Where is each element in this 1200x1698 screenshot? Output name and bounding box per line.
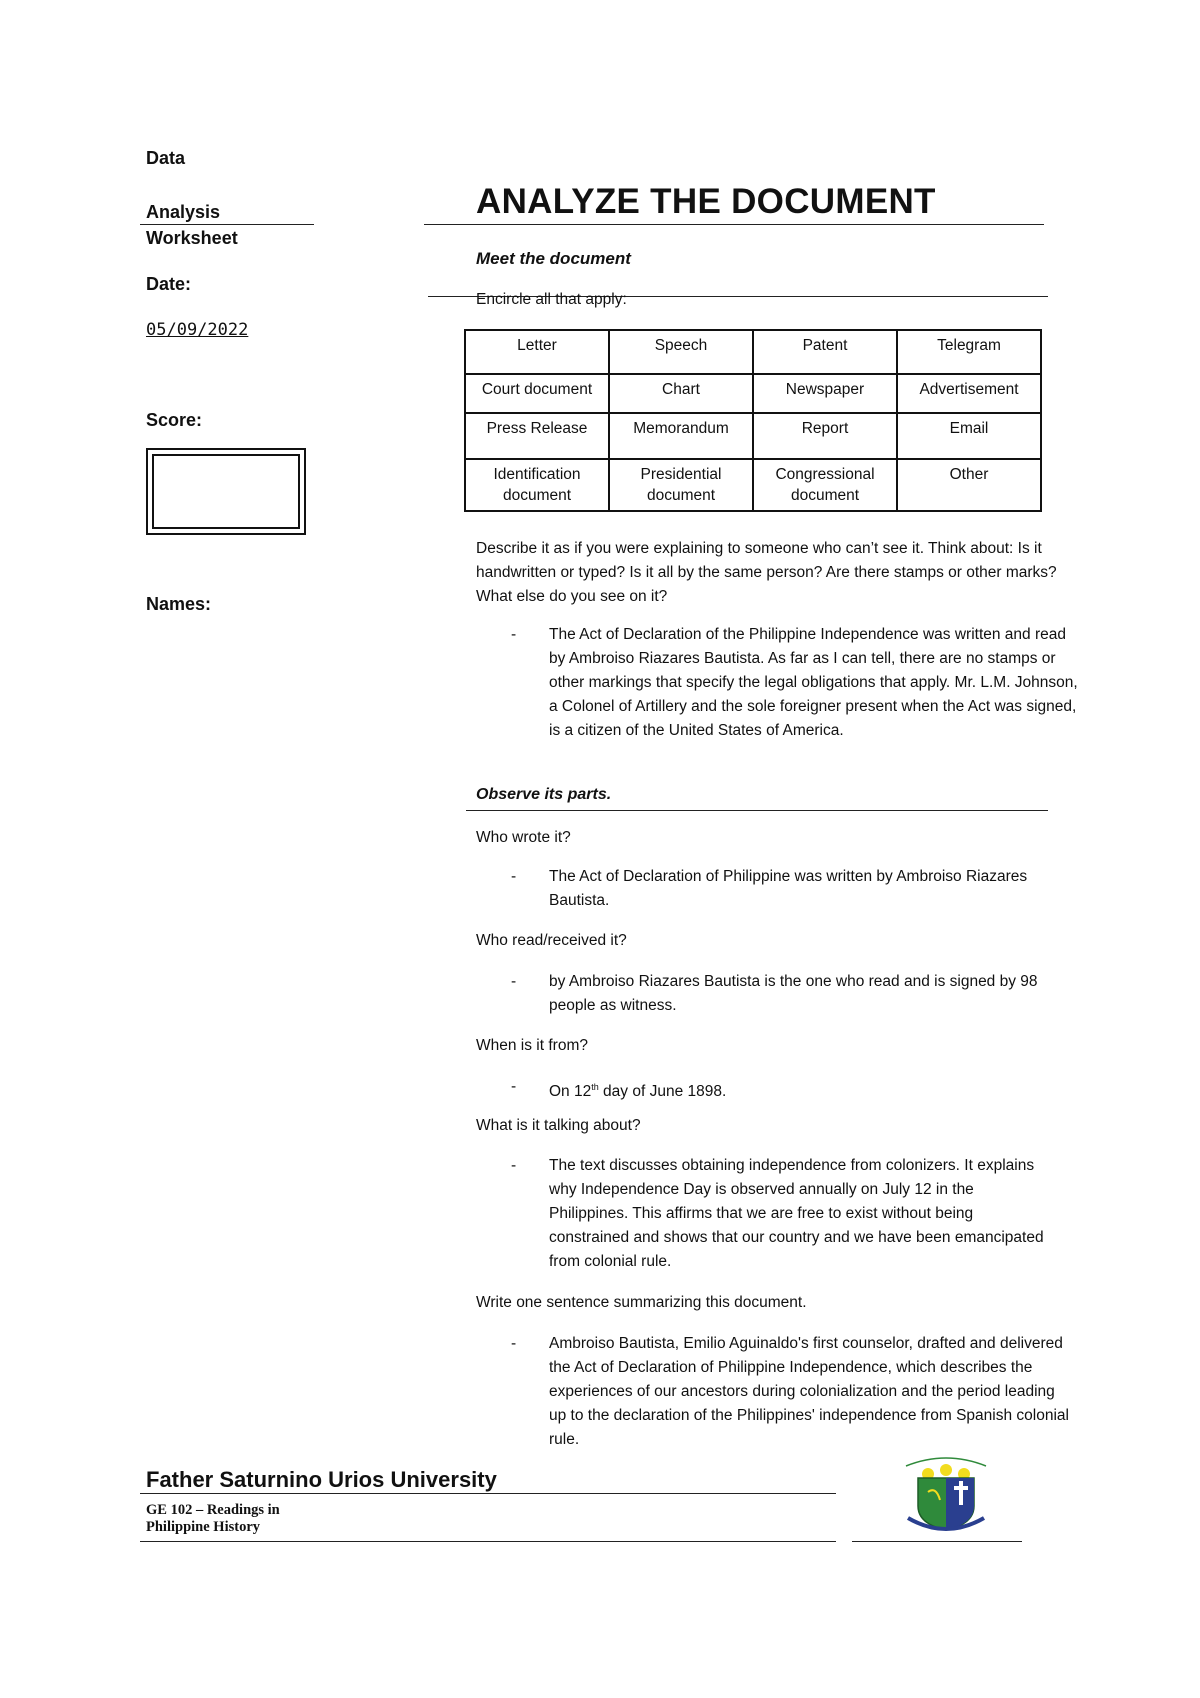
worksheet-title-line2: Analysis [146, 202, 221, 222]
course-line1: GE 102 – Readings in [146, 1502, 280, 1518]
title-underline [140, 224, 314, 225]
answer-when-superscript: th [591, 1082, 599, 1092]
university-name: Father Saturnino Urios University [146, 1467, 497, 1492]
doc-type-cell: Memorandum [609, 413, 753, 459]
date-label: Date: [146, 274, 192, 294]
date-value: 05/09/2022 [146, 320, 249, 340]
question-about: What is it talking about? [476, 1117, 641, 1134]
observe-heading: Observe its parts. [476, 786, 612, 803]
doc-type-cell: Presidential document [609, 459, 753, 511]
observe-rule [466, 810, 1048, 811]
question-summary: Write one sentence summarizing this document. [476, 1294, 807, 1311]
doc-type-cell: Advertisement [897, 374, 1041, 413]
answer-read-item [511, 970, 1083, 1018]
answer-about-item [511, 1154, 1055, 1274]
answer-summary-item [511, 1332, 1069, 1452]
names-label: Names: [146, 594, 212, 614]
describe-prompt: Describe it as if you were explaining to someone who can’t see it. Think about: Is it handwritten or typed? Is it all by the same person? Are there stamps or other marks? What else do you see on it? [476, 540, 1057, 605]
answer-when-post: day of June 1898. [598, 1083, 727, 1101]
doc-type-cell: Identification document [465, 459, 609, 511]
doc-type-cell: Report [753, 413, 897, 459]
doc-type-cell: Other [897, 459, 1041, 511]
bullet-dash: - [511, 1078, 517, 1095]
course-title [146, 1502, 346, 1536]
answer-when-pre: On 12 [549, 1083, 592, 1101]
worksheet-title-line1: Data [146, 148, 186, 168]
footer-rule-bottom [140, 1541, 836, 1542]
bullet-dash: - [511, 1157, 517, 1174]
worksheet-title-line3: Worksheet [146, 228, 238, 248]
university-crest-icon [896, 1448, 996, 1538]
meet-heading: Meet the document [476, 249, 631, 268]
bullet-dash: - [511, 868, 517, 885]
doc-type-cell: Newspaper [753, 374, 897, 413]
describe-answer-item [511, 623, 1083, 743]
answer-read: by Ambroiso Riazares Bautista is the one who read and is signed by 98 people as witness. [549, 973, 1038, 1014]
document-type-table [464, 329, 1042, 512]
page-title: ANALYZE THE DOCUMENT [476, 182, 936, 221]
title-rule [424, 224, 1044, 225]
question-read: Who read/received it? [476, 932, 627, 949]
doc-type-cell: Speech [609, 330, 753, 374]
doc-type-cell: Congressional document [753, 459, 897, 511]
doc-type-cell: Press Release [465, 413, 609, 459]
course-line2: Philippine History [146, 1519, 261, 1535]
bullet-dash: - [511, 1335, 517, 1352]
doc-type-cell: Telegram [897, 330, 1041, 374]
describe-answer: The Act of Declaration of the Philippine Independence was written and read by Ambroiso Riazares Bautista. As far as I can tell, there are no stamps or other markings that specify the legal obligations that apply. Mr. L.M. Johnson, a Colonel of Artillery and the sole foreigner present when the Act was signed, is a citizen of the United States of America. [549, 626, 1078, 739]
doc-type-cell: Letter [465, 330, 609, 374]
question-wrote: Who wrote it? [476, 829, 571, 846]
question-when: When is it from? [476, 1037, 588, 1054]
doc-type-cell: Chart [609, 374, 753, 413]
doc-type-cell: Patent [753, 330, 897, 374]
answer-summary: Ambroiso Bautista, Emilio Aguinaldo's first counselor, drafted and delivered the Act of Declaration of Philippine Independence, which describes the experiences of our ancestors during colonialization and the period leading up to the declaration of the Philippines' independence from Spanish colonial rule. [549, 1335, 1069, 1448]
score-box [146, 448, 306, 535]
encircle-instruction: Encircle all that apply: [476, 291, 627, 308]
footer-rule-logo [852, 1541, 1022, 1542]
crest-cross-v [959, 1481, 963, 1505]
answer-about: The text discusses obtaining independence from colonizers. It explains why Independence Day is observed annually on July 12 in the Philippines. This affirms that we are free to exist without being constrained and shows that our country and we have been emancipated from colonial rule. [549, 1157, 1044, 1270]
answer-wrote-item [511, 865, 1083, 913]
footer-rule-top [140, 1493, 836, 1494]
bullet-dash: - [511, 626, 517, 643]
answer-wrote: The Act of Declaration of Philippine was written by Ambroiso Riazares Bautista. [549, 868, 1028, 909]
doc-type-cell: Court document [465, 374, 609, 413]
bullet-dash: - [511, 973, 517, 990]
answer-when-item [511, 1075, 1083, 1104]
score-label: Score: [146, 410, 203, 430]
doc-type-cell: Email [897, 413, 1041, 459]
